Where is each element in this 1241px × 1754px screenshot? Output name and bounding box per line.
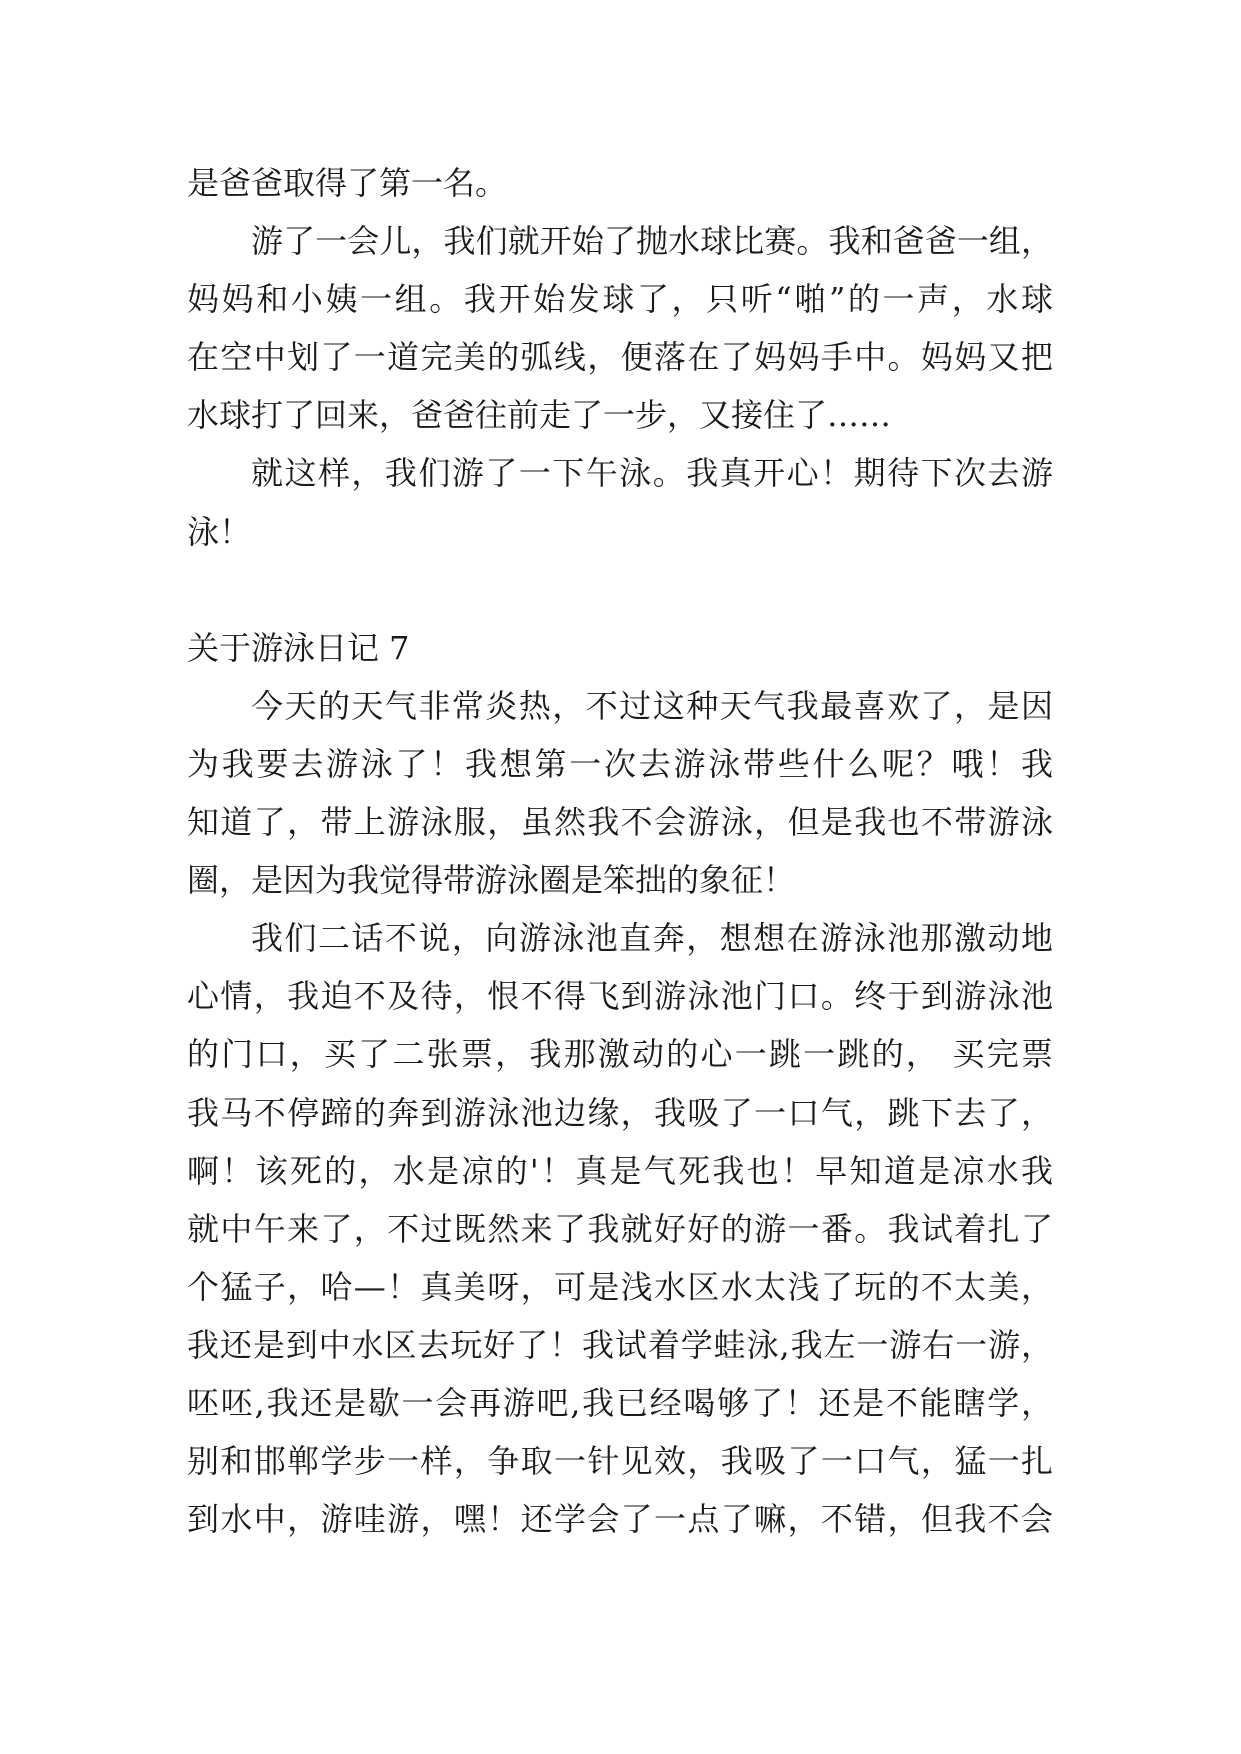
text-line: 水球打了回来，爸爸往前走了一步，又接住了…… <box>187 396 892 435</box>
text-line: 个猛子，哈—！真美呀，可是浅水区水太浅了玩的不太美， <box>187 1267 1053 1306</box>
paragraph <box>187 212 1053 444</box>
text-line: 就中午来了，不过既然来了我就好好的游一番。我试着扎了 <box>187 1209 1053 1248</box>
text-line: 是爸爸取得了第一名。 <box>187 164 508 202</box>
text-line: 今天的天气非常炎热，不过这种天气我最喜欢了，是因 <box>251 686 1053 725</box>
text-line: 知道了，带上游泳服，虽然我不会游泳，但是我也不带游泳 <box>187 803 1053 842</box>
text-line: 圈，是因为我觉得带游泳圈是笨拙的象征！ <box>187 861 796 900</box>
text-line: 我们二话不说，向游泳池直奔，想想在游泳池那激动地 <box>251 919 1053 958</box>
text-line: 游了一会儿，我们就开始了抛水球比赛。我和爸爸一组， <box>251 222 1053 261</box>
entry-heading: 关于游泳日记 7 <box>187 628 410 667</box>
text-line: 呸呸,我还是歇一会再游吧,我已经喝够了！还是不能瞎学， <box>187 1383 1053 1422</box>
text-line: 为我要去游泳了！我想第一次去游泳带些什么呢？哦！我 <box>187 744 1053 783</box>
paragraph <box>187 154 1053 212</box>
text-line: 我马不停蹄的奔到游泳池边缘，我吸了一口气，跳下去了， <box>187 1093 1053 1132</box>
document-body <box>187 154 1053 1548</box>
text-line: 到水中，游哇游，嘿！还学会了一点了嘛，不错，但我不会 <box>187 1500 1053 1539</box>
text-line: 别和邯郸学步一样，争取一针见效，我吸了一口气，猛一扎 <box>187 1442 1053 1481</box>
text-line: 心情，我迫不及待，恨不得飞到游泳池门口。终于到游泳池 <box>187 977 1053 1016</box>
text-line: 啊！该死的，水是凉的'！真是气死我也！早知道是凉水我 <box>187 1151 1053 1190</box>
paragraph <box>187 677 1053 909</box>
text-line: 泳！ <box>187 512 252 551</box>
text-line: 就这样，我们游了一下午泳。我真开心！期待下次去游 <box>251 454 1053 493</box>
text-line: 在空中划了一道完美的弧线，便落在了妈妈手中。妈妈又把 <box>187 338 1053 377</box>
text-line: 妈妈和小姨一组。我开始发球了，只听“啪”的一声，水球 <box>187 280 1053 319</box>
paragraph <box>187 444 1053 560</box>
blank-line <box>187 561 1053 619</box>
text-line: 的门口，买了二张票，我那激动的心一跳一跳的， 买完票 <box>187 1035 1053 1074</box>
text-line: 我还是到中水区去玩好了！我试着学蛙泳,我左一游右一游， <box>187 1325 1053 1364</box>
paragraph <box>187 909 1053 1548</box>
